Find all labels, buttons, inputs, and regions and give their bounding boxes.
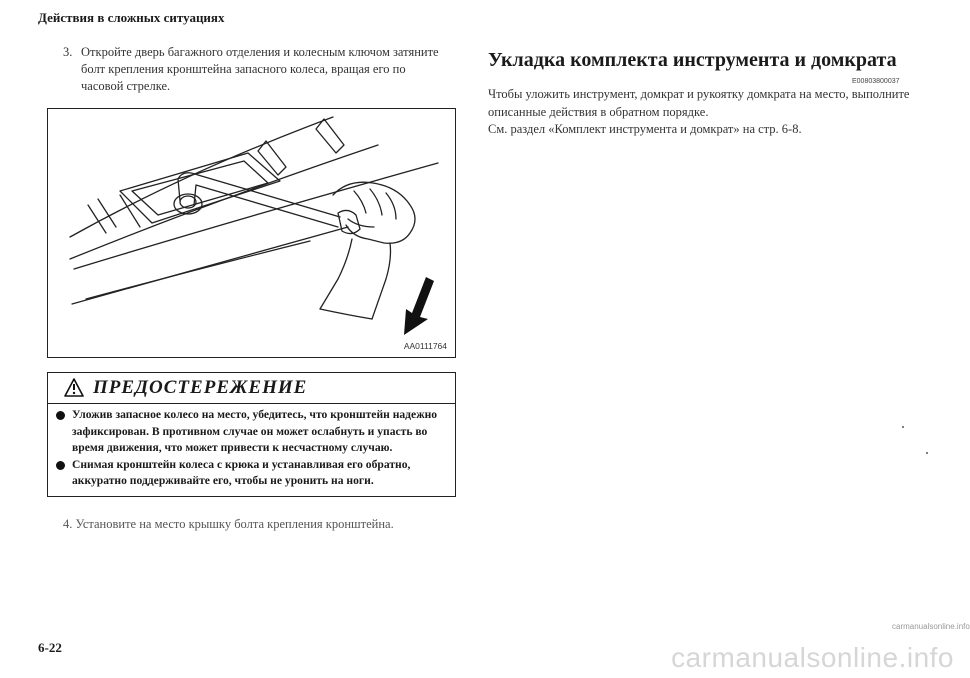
figure-code: AA0111764 [403,341,447,351]
warning-item [56,407,448,457]
wrench-figure [47,108,456,358]
watermark: carmanualsonline.info [671,642,954,673]
step-number: 3. [63,45,73,59]
warning-list [56,407,448,490]
source-mark: carmanualsonline.info [892,622,970,631]
warning-title: ПРЕДОСТЕРЕЖЕНИЕ [93,377,308,398]
warning-item-text: Снимая кронштейн колеса с крюка и устанавливая его обратно, аккуратно поддерживайте его, чтобы не уронить на ноги. [72,457,411,487]
warning-triangle-icon [64,378,84,397]
page-number: 6-22 [38,640,62,655]
right-body-text: Чтобы уложить инструмент, домкрат и рукоятку домкрата на место, выполните описанные действия в обратном порядке. [488,87,910,119]
step-4 [63,517,394,532]
right-section-body [488,86,918,139]
right-reference-text: См. раздел «Комплект инструмента и домкрат» на стр. 6-8. [488,122,802,136]
step-text: Откройте дверь багажного отделения и колесным ключом затяните болт крепления кронштейна запасного колеса, вращая его по часовой стрелке. [81,45,439,93]
section-title: Действия в сложных ситуациях [38,10,225,25]
bullet-icon [56,411,65,420]
right-section-title: Укладка комплекта инструмента и домкрата [488,49,897,71]
right-section-code: E00803800037 [852,78,900,85]
bullet-icon [56,461,65,470]
warning-item-text: Уложив запасное колесо на место, убедитесь, что кронштейн надежно зафиксирован. В противном случае он может ослабнуть и упасть во время движения, что может привести к несчастному случаю. [72,408,438,454]
step-number: 4. [63,517,73,531]
step-3 [63,44,443,95]
warning-header [48,373,455,404]
step-text: Установите на место крышку болта крепления кронштейна. [75,517,394,531]
warning-box [47,372,456,497]
scan-speck [926,452,928,454]
warning-item [56,457,448,490]
wrench-tightening-illustration [48,109,455,357]
scan-speck [902,426,904,428]
